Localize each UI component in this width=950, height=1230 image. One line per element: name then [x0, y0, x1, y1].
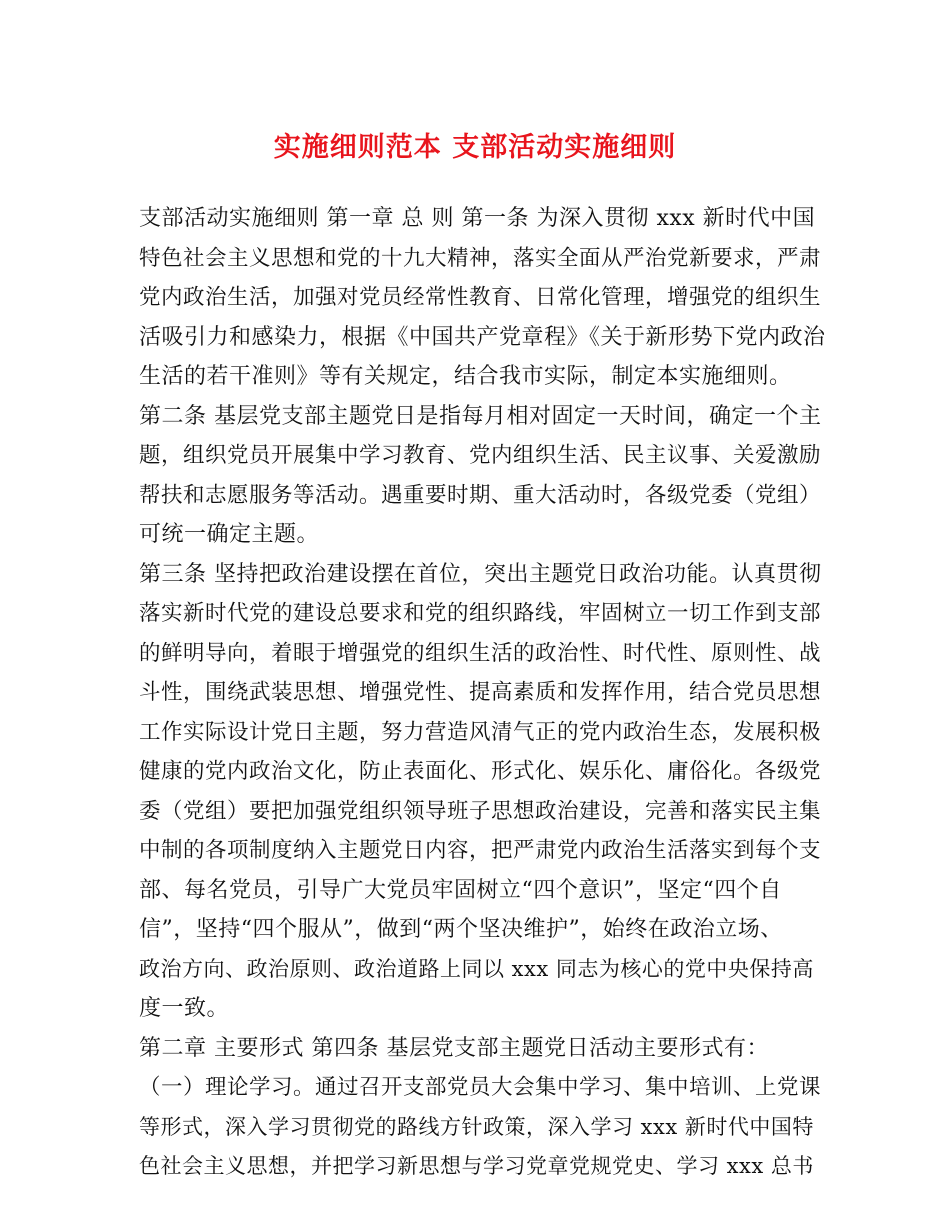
document-title: 实施细则范本 支部活动实施细则 — [273, 132, 677, 163]
text-line: 可统一确定主题。 — [139, 522, 320, 547]
text-line: 斗性，围绕武装思想、增强党性、提高素质和发挥作用，结合党员思想 — [139, 680, 822, 705]
text-line: 委（党组）要把加强党组织领导班子思想政治建设，完善和落实民主集 — [139, 798, 822, 824]
text-line: 第二章 主要形式 第四条 基层党支部主题党日活动主要形式有： — [139, 1035, 769, 1061]
text-line: 落实新时代党的建设总要求和党的组织路线，牢固树立一切工作到支部 — [139, 601, 822, 626]
document-body — [139, 199, 826, 1187]
text-line: 生活的若干准则》等有关规定，结合我市实际，制定本实施细则。 — [139, 364, 792, 389]
text-line: 活吸引力和感染力，根据《中国共产党章程》《关于新形势下党内政治 — [139, 324, 826, 350]
text-line: 题，组织党员开展集中学习教育、党内组织生活、民主议事、关爱激励 — [139, 443, 822, 468]
text-line: （一）理论学习。通过召开支部党员大会集中学习、集中培训、上党课 — [139, 1075, 822, 1100]
text-line: 第二条 基层党支部主题党日是指每月相对固定一天时间，确定一个主 — [139, 403, 822, 429]
text-line: 帮扶和志愿服务等活动。遇重要时期、重大活动时，各级党委（党组） — [139, 482, 822, 508]
text-line: 部、每名党员，引导广大党员牢固树立“四个意识”，坚定“四个自 — [139, 877, 782, 903]
text-line: 的鲜明导向，着眼于增强党的组织生活的政治性、时代性、原则性、战 — [139, 640, 822, 666]
text-line: 第三条 坚持把政治建设摆在首位，突出主题党日政治功能。认真贯彻 — [139, 561, 822, 587]
text-line: 支部活动实施细则 第一章 总 则 第一条 为深入贯彻 xxx 新时代中国 — [139, 206, 816, 231]
text-line: 政治方向、政治原则、政治道路上同以 xxx 同志为核心的党中央保持高 — [139, 956, 814, 981]
text-line: 特色社会主义思想和党的十九大精神，落实全面从严治党新要求，严肃 — [139, 245, 822, 271]
text-line: 信”，坚持“四个服从”，做到“两个坚决维护”，始终在政治立场、 — [139, 917, 783, 942]
text-line: 度一致。 — [139, 996, 230, 1021]
text-line: 工作实际设计党日主题，努力营造风清气正的党内政治生态，发展积极 — [139, 719, 822, 745]
text-line: 中制的各项制度纳入主题党日内容，把严肃党内政治生活落实到每个支 — [139, 838, 822, 863]
text-line: 色社会主义思想，并把学习新思想与学习党章党规党史、学习 xxx 总书 — [139, 1154, 814, 1178]
text-line: 党内政治生活，加强对党员经常性教育、日常化管理，增强党的组织生 — [139, 285, 822, 310]
text-line: 健康的党内政治文化，防止表面化、形式化、娱乐化、庸俗化。各级党 — [139, 759, 822, 784]
text-line: 等形式，深入学习贯彻党的路线方针政策，深入学习 xxx 新时代中国特 — [139, 1114, 814, 1139]
